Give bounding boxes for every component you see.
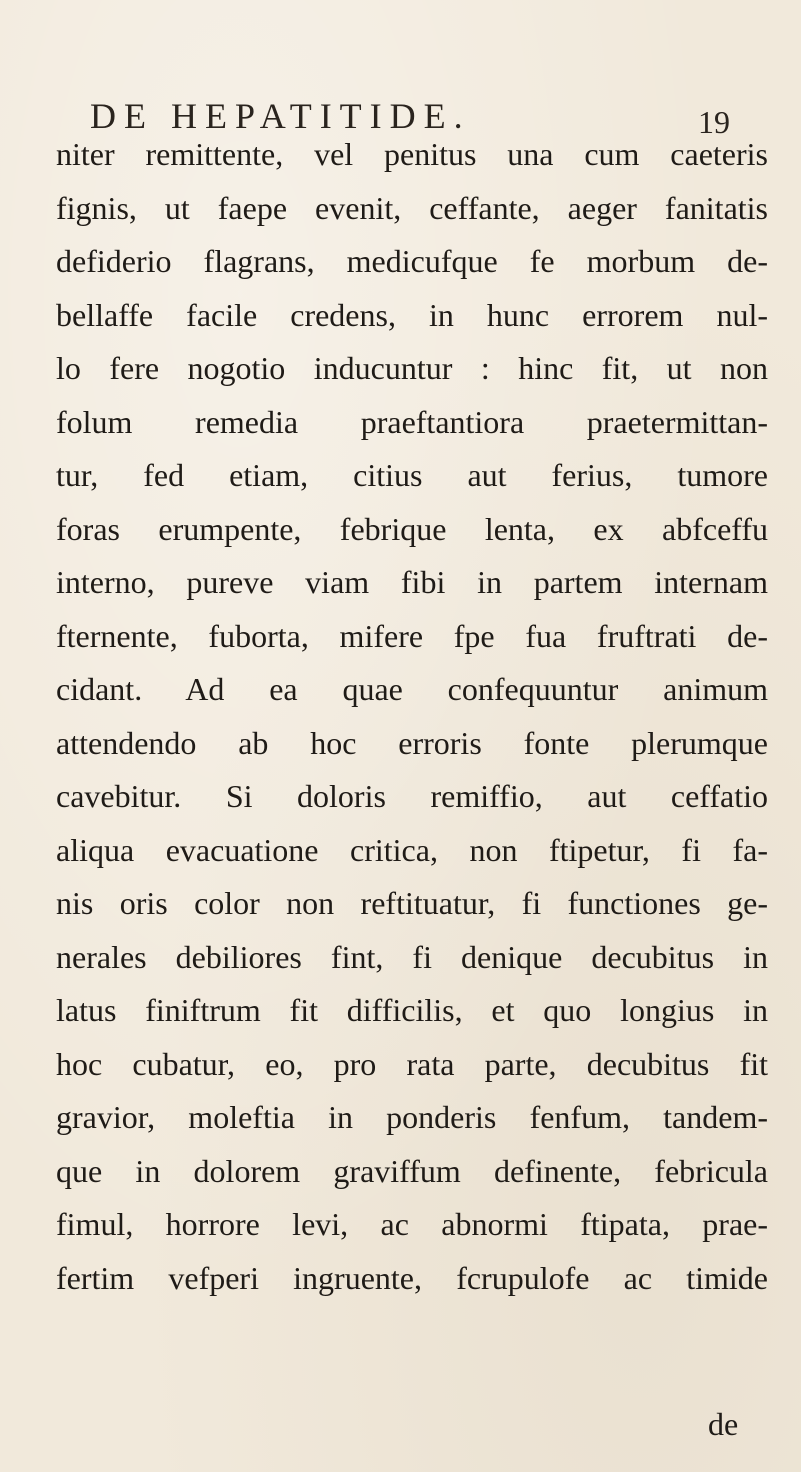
text-line: bellaffe facile credens, in hunc errorem nul- bbox=[56, 296, 768, 333]
catchword: de bbox=[708, 1406, 739, 1442]
text-line: interno, pureve viam fibi in partem internam bbox=[56, 564, 768, 600]
text-line: fertim vefperi ingruente, fcrupulofe ac timide bbox=[56, 1259, 768, 1296]
text-line: niter remittente, vel penitus una cum caeteris bbox=[56, 136, 768, 172]
text-line: tur, fed etiam, citius aut ferius, tumore bbox=[56, 457, 768, 493]
body-text bbox=[56, 128, 768, 1305]
text-line: attendendo ab hoc erroris fonte plerumque bbox=[56, 724, 768, 761]
text-line: lo fere nogotio inducuntur : hinc fit, ut non bbox=[56, 350, 768, 386]
text-line: fternente, fuborta, mifere fpe fua fruftrati de- bbox=[56, 617, 768, 654]
text-line: latus finiftrum fit difficilis, et quo longius in bbox=[56, 992, 768, 1028]
text-line: gravior, moleftia in ponderis fenfum, tandem- bbox=[56, 1099, 768, 1135]
text-line: cidant. Ad ea quae confequuntur animum bbox=[56, 671, 768, 707]
page-number: 19 bbox=[698, 104, 730, 140]
text-line: fimul, horrore levi, ac abnormi ftipata, prae- bbox=[56, 1206, 768, 1242]
text-line: que in dolorem graviffum definente, febricula bbox=[56, 1152, 768, 1189]
text-line: foras erumpente, febrique lenta, ex abfceffu bbox=[56, 510, 768, 547]
text-line: nerales debiliores fint, fi denique decubitus in bbox=[56, 938, 768, 975]
running-head-title: DE HEPATITIDE. bbox=[90, 96, 471, 136]
text-line: hoc cubatur, eo, pro rata parte, decubitus fit bbox=[56, 1045, 768, 1082]
text-line: fignis, ut faepe evenit, ceffante, aeger fanitatis bbox=[56, 189, 768, 226]
text-line: defiderio flagrans, medicufque fe morbum de- bbox=[56, 243, 768, 279]
text-line: folum remedia praeftantiora praetermittan- bbox=[56, 403, 768, 440]
text-line: cavebitur. Si doloris remiffio, aut ceffatio bbox=[56, 778, 768, 814]
text-line: aliqua evacuatione critica, non ftipetur, fi fa- bbox=[56, 831, 768, 868]
text-line: nis oris color non reftituatur, fi functiones ge- bbox=[56, 885, 768, 921]
